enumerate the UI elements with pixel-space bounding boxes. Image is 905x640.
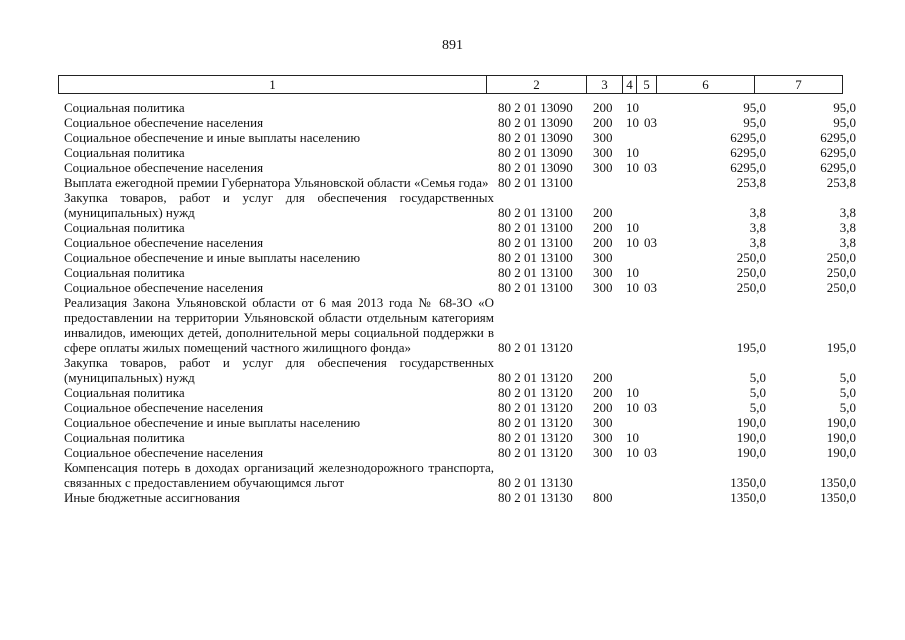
row-value-7: 6295,0 <box>820 145 856 160</box>
row-value-6: 5,0 <box>749 400 766 415</box>
row-col-3: 200 <box>593 115 613 130</box>
table-row <box>58 175 858 190</box>
row-value-7: 6295,0 <box>820 160 856 175</box>
table-row <box>58 250 858 265</box>
row-code: 80 2 01 13100 <box>498 280 573 295</box>
row-code: 80 2 01 13100 <box>498 220 573 235</box>
table-row <box>58 115 858 130</box>
row-code: 80 2 01 13100 <box>498 265 573 280</box>
row-col-3: 300 <box>593 415 613 430</box>
header-col-2: 2 <box>487 76 587 93</box>
row-code: 80 2 01 13120 <box>498 415 573 430</box>
row-col-3: 200 <box>593 205 613 220</box>
header-col-6: 6 <box>657 76 755 93</box>
row-value-6: 250,0 <box>736 265 766 280</box>
row-value-6: 6295,0 <box>730 130 766 145</box>
row-col-3: 300 <box>593 160 613 175</box>
row-value-7: 250,0 <box>826 265 856 280</box>
row-code: 80 2 01 13130 <box>498 475 573 490</box>
row-code: 80 2 01 13100 <box>498 175 573 190</box>
row-name: Социальная политика <box>64 145 185 160</box>
row-name: Социальное обеспечение населения <box>64 160 264 175</box>
row-col-4: 10 <box>626 430 639 445</box>
row-col-4: 10 <box>626 385 639 400</box>
row-col-5: 03 <box>644 445 657 460</box>
row-col-3: 200 <box>593 370 613 385</box>
budget-table <box>58 100 858 505</box>
table-row <box>58 160 858 175</box>
header-col-7: 7 <box>795 77 802 92</box>
table-row <box>58 130 858 145</box>
row-col-3: 200 <box>593 235 613 250</box>
row-value-7: 253,8 <box>826 175 856 190</box>
row-value-7: 3,8 <box>839 220 856 235</box>
row-value-7: 195,0 <box>826 340 856 355</box>
row-col-4: 10 <box>626 220 639 235</box>
row-value-7: 5,0 <box>839 370 856 385</box>
row-col-4: 10 <box>626 115 639 130</box>
row-name: Иные бюджетные ассигнования <box>64 490 241 505</box>
table-row <box>58 190 858 220</box>
row-name: Выплата ежегодной премии Губернатора Ульяновской области «Семья года» <box>64 175 489 190</box>
table-row <box>58 355 858 385</box>
row-name: Реализация Закона Ульяновской области от 6 мая 2013 года № 68-ЗО «О предоставлении на территории Ульяновской области отдельным категориям инвалидов, имеющих детей, дополнительной меры социальной поддержки в сфере оплаты жилых помещений частного жилищного фонда» <box>64 295 494 355</box>
row-name: Социальное обеспечение населения <box>64 400 264 415</box>
row-code: 80 2 01 13120 <box>498 370 573 385</box>
table-row <box>58 460 858 490</box>
row-col-4: 10 <box>626 445 639 460</box>
row-col-3: 300 <box>593 445 613 460</box>
row-code: 80 2 01 13090 <box>498 145 573 160</box>
row-value-7: 3,8 <box>839 205 856 220</box>
table-header <box>58 75 843 94</box>
row-value-7: 190,0 <box>826 415 856 430</box>
row-value-7: 1350,0 <box>820 490 856 505</box>
row-value-6: 195,0 <box>736 340 766 355</box>
row-code: 80 2 01 13100 <box>498 250 573 265</box>
row-col-4: 10 <box>626 235 639 250</box>
row-col-3: 300 <box>593 430 613 445</box>
row-code: 80 2 01 13120 <box>498 340 573 355</box>
table-row <box>58 385 858 400</box>
row-value-6: 1350,0 <box>730 490 766 505</box>
row-col-5: 03 <box>644 280 657 295</box>
row-code: 80 2 01 13090 <box>498 130 573 145</box>
row-name: Социальное обеспечение населения <box>64 280 264 295</box>
row-name: Социальное обеспечение и иные выплаты населению <box>64 130 361 145</box>
row-name: Социальное обеспечение населения <box>64 115 264 130</box>
row-col-3: 200 <box>593 220 613 235</box>
row-value-6: 6295,0 <box>730 160 766 175</box>
row-name: Закупка товаров, работ и услуг для обеспечения государственных (муниципальных) нужд <box>64 190 494 220</box>
header-col-5: 5 <box>637 76 657 93</box>
row-col-4: 10 <box>626 145 639 160</box>
row-col-3: 300 <box>593 145 613 160</box>
row-value-6: 6295,0 <box>730 145 766 160</box>
row-col-5: 03 <box>644 115 657 130</box>
row-col-3: 300 <box>593 130 613 145</box>
row-col-3: 200 <box>593 100 613 115</box>
row-value-6: 3,8 <box>749 205 766 220</box>
row-col-4: 10 <box>626 160 639 175</box>
row-code: 80 2 01 13090 <box>498 100 573 115</box>
row-value-6: 3,8 <box>749 235 766 250</box>
row-col-5: 03 <box>644 235 657 250</box>
row-col-3: 200 <box>593 400 613 415</box>
table-row <box>58 295 858 355</box>
table-row <box>58 280 858 295</box>
table-row <box>58 430 858 445</box>
header-col-1: 1 <box>59 76 487 93</box>
row-value-6: 250,0 <box>736 280 766 295</box>
row-value-7: 3,8 <box>839 235 856 250</box>
row-name: Социальное обеспечение и иные выплаты населению <box>64 250 361 265</box>
row-code: 80 2 01 13100 <box>498 235 573 250</box>
row-code: 80 2 01 13120 <box>498 400 573 415</box>
header-col-3: 3 <box>587 76 623 93</box>
row-name: Социальное обеспечение населения <box>64 445 264 460</box>
row-value-7: 95,0 <box>833 115 856 130</box>
table-row <box>58 445 858 460</box>
row-code: 80 2 01 13090 <box>498 115 573 130</box>
row-value-7: 250,0 <box>826 250 856 265</box>
row-name: Социальное обеспечение и иные выплаты населению <box>64 415 361 430</box>
row-value-7: 190,0 <box>826 445 856 460</box>
row-code: 80 2 01 13130 <box>498 490 573 505</box>
row-name: Социальная политика <box>64 430 185 445</box>
table-row <box>58 220 858 235</box>
row-col-3: 300 <box>593 265 613 280</box>
row-value-6: 95,0 <box>743 100 766 115</box>
row-col-4: 10 <box>626 280 639 295</box>
row-name: Социальная политика <box>64 265 185 280</box>
row-code: 80 2 01 13120 <box>498 385 573 400</box>
row-value-6: 190,0 <box>736 415 766 430</box>
row-col-3: 800 <box>593 490 613 505</box>
table-row <box>58 145 858 160</box>
row-col-4: 10 <box>626 400 639 415</box>
row-value-7: 1350,0 <box>820 475 856 490</box>
row-name: Закупка товаров, работ и услуг для обеспечения государственных (муниципальных) нужд <box>64 355 494 385</box>
row-value-7: 190,0 <box>826 430 856 445</box>
row-value-6: 1350,0 <box>730 475 766 490</box>
row-value-7: 6295,0 <box>820 130 856 145</box>
row-value-6: 5,0 <box>749 370 766 385</box>
row-col-3: 300 <box>593 250 613 265</box>
row-code: 80 2 01 13100 <box>498 205 573 220</box>
row-col-4: 10 <box>626 100 639 115</box>
row-name: Социальная политика <box>64 100 185 115</box>
table-row <box>58 235 858 250</box>
row-code: 80 2 01 13120 <box>498 430 573 445</box>
row-col-3: 300 <box>593 280 613 295</box>
row-value-6: 250,0 <box>736 250 766 265</box>
table-row <box>58 490 858 505</box>
row-value-6: 95,0 <box>743 115 766 130</box>
row-value-7: 5,0 <box>839 400 856 415</box>
table-row <box>58 265 858 280</box>
row-value-7: 250,0 <box>826 280 856 295</box>
row-value-6: 253,8 <box>736 175 766 190</box>
table-row <box>58 415 858 430</box>
table-row <box>58 100 858 115</box>
row-col-3: 200 <box>593 385 613 400</box>
row-name: Социальная политика <box>64 220 185 235</box>
row-value-6: 190,0 <box>736 445 766 460</box>
row-value-6: 5,0 <box>749 385 766 400</box>
row-name: Социальное обеспечение населения <box>64 235 264 250</box>
row-value-7: 5,0 <box>839 385 856 400</box>
row-name: Компенсация потерь в доходах организаций железнодорожного транспорта, связанных с предоставлением обучающимся льгот <box>64 460 494 490</box>
row-name: Социальная политика <box>64 385 185 400</box>
header-col-4: 4 <box>623 76 637 93</box>
row-col-5: 03 <box>644 400 657 415</box>
row-col-5: 03 <box>644 160 657 175</box>
row-value-7: 95,0 <box>833 100 856 115</box>
page-number: 891 <box>442 38 463 53</box>
row-code: 80 2 01 13090 <box>498 160 573 175</box>
row-value-6: 190,0 <box>736 430 766 445</box>
table-row <box>58 400 858 415</box>
row-code: 80 2 01 13120 <box>498 445 573 460</box>
row-value-6: 3,8 <box>749 220 766 235</box>
row-col-4: 10 <box>626 265 639 280</box>
